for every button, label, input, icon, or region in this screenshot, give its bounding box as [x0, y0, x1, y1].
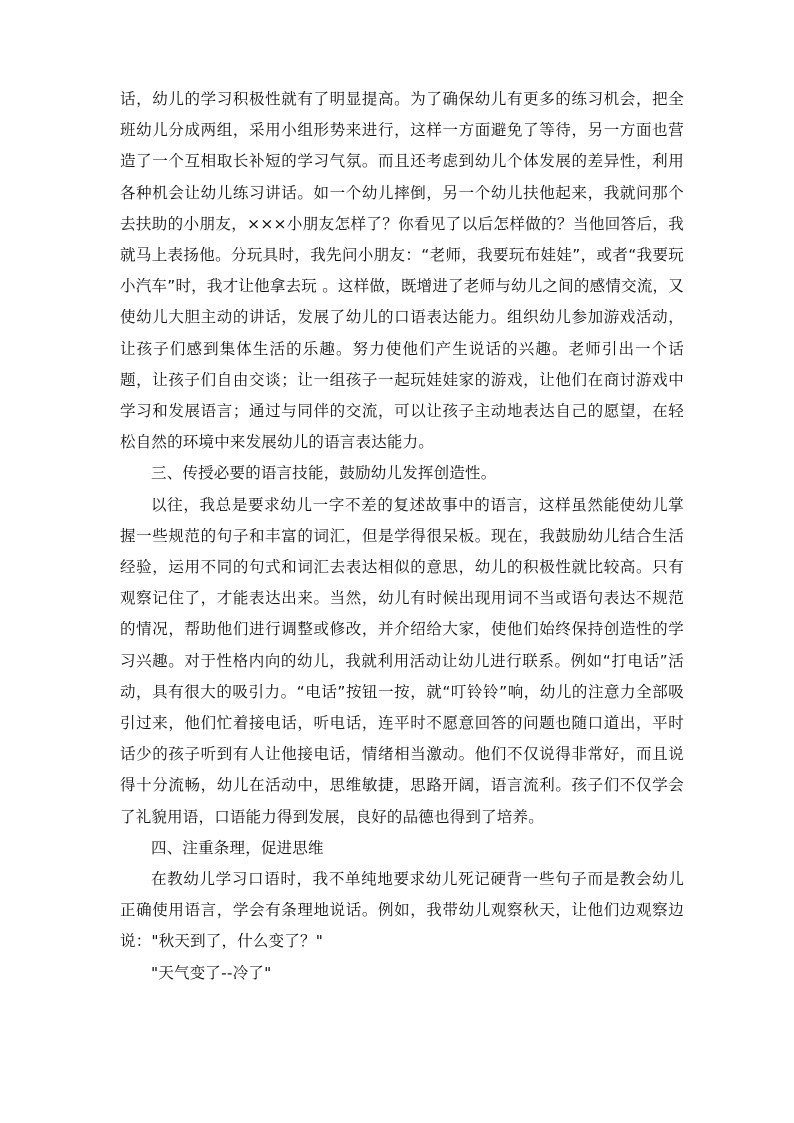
body-paragraph: 话，幼儿的学习积极性就有了明显提高。为了确保幼儿有更多的练习机会，把全班幼儿分成两组，采用小组形势来进行，这样一方面避免了等待，另一方面也营造了一个互相取长补短的学习气氛。而且还考虑到幼儿个体发展的差异性，利用各种机会让幼儿练习讲话。如一个幼儿摔倒，另一个幼儿扶他起来，我就问那个去扶助的小朋友，×××小朋友怎样了？你看见了以后怎样做的？当他回答后，我就马上表扬他。分玩具时，我先问小朋友：“老师，我要玩布娃娃”，或者“我要玩小汽车”时，我才让他拿去玩 。这样做，既增进了老师与幼儿之间的感情交流，又使幼儿大胆主动的讲话，发展了幼儿的口语表达能力。组织幼儿参加游戏活动，让孩子们感到集体生活的乐趣。努力使他们产生说话的兴趣。老师引出一个话题，让孩子们自由交谈；让一组孩子一起玩娃娃家的游戏，让他们在商讨游戏中学习和发展语言；通过与同伴的交流，可以让孩子主动地表达自己的愿望，在轻松自然的环境中来发展幼儿的语言表达能力。	[120, 90, 684, 452]
section-heading: 四、注重条理，促进思维	[151, 838, 324, 857]
body-paragraph: 在教幼儿学习口语时，我不单纯地要求幼儿死记硬背一些句子而是教会幼儿正确使用语言，学会有条理地说话。例如，我带幼儿观察秋天，让他们边观察边说："秋天到了，什么变了？"	[120, 870, 684, 951]
section-heading: 三、传授必要的语言技能，鼓励幼儿发挥创造性。	[151, 464, 497, 483]
body-paragraph: 以往，我总是要求幼儿一字不差的复述故事中的语言，这样虽然能使幼儿掌握一些规范的句子和丰富的词汇，但是学得很呆板。现在，我鼓励幼儿结合生活经验，运用不同的句式和词汇去表达相似的意思，幼儿的积极性就比较高。只有观察记住了，才能表达出来。当然，幼儿有时候出现用词不当或语句表达不规范的情况，帮助他们进行调整或修改，并介绍给大家，使他们始终保持创造性的学习兴趣。对于性格内向的幼儿，我就利用活动让幼儿进行联系。例如“打电话”活动，具有很大的吸引力。“电话”按钮一按，就“叮铃铃”响，幼儿的注意力全部吸引过来，他们忙着接电话，听电话，连平时不愿意回答的问题也随口道出，平时话少的孩子听到有人让他接电话，情绪相当激动。他们不仅说得非常好，而且说得十分流畅，幼儿在活动中，思维敏捷，思路开阔，语言流利。孩子们不仅学会了礼貌用语，口语能力得到发展，良好的品德也得到了培养。	[120, 495, 684, 826]
body-paragraph: "天气变了--冷了"	[151, 963, 272, 982]
